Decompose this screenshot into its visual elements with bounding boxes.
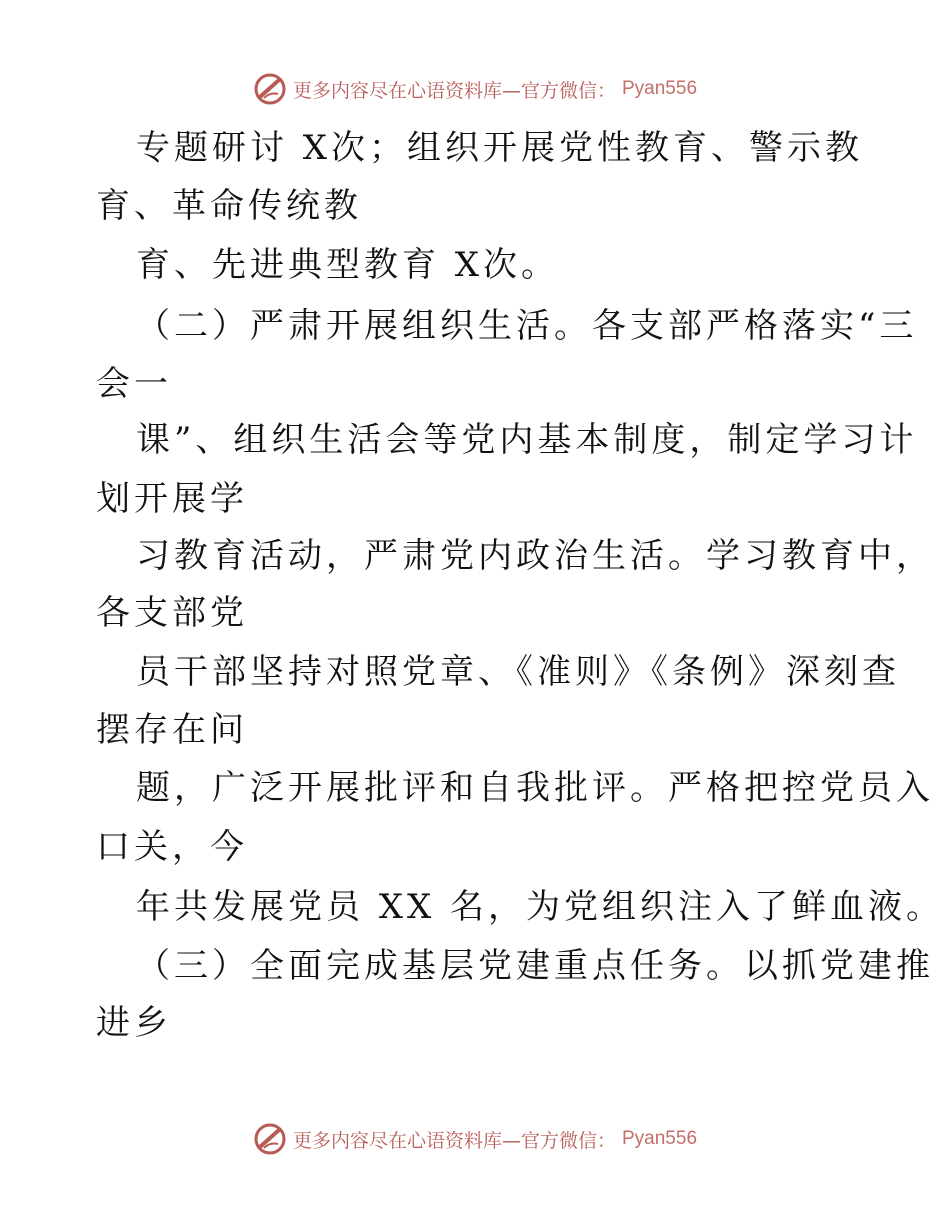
text-line: 各支部党 (96, 593, 248, 633)
text-line: 口关，今 (96, 827, 248, 867)
text-line: 进乡 (96, 1003, 172, 1043)
text-line: 年共发展党员 XX 名，为党组织注入了鲜血液。 (136, 887, 945, 927)
footer-watermark (0, 1122, 950, 1156)
text-line: 划开展学 (96, 479, 248, 519)
text-line: 摆存在问 (96, 710, 248, 750)
text-line: 专题研讨 X次；组织开展党性教育、警示教 (136, 128, 864, 168)
text-line: 习教育活动，严肃党内政治生活。学习教育中， (136, 536, 934, 576)
watermark-id: Pyan556 (622, 78, 698, 99)
text-line: 会一 (96, 364, 172, 404)
text-line: 育、先进典型教育 X次。 (136, 245, 560, 285)
text-line: （三）全面完成基层党建重点任务。以抓党建推 (136, 946, 934, 986)
red-seal-logo-icon (253, 1122, 287, 1156)
watermark-text: 更多内容尽在心语资料库—官方微信： (292, 79, 616, 102)
text-line: （二）严肃开展组织生活。各支部严格落实“三 (136, 306, 918, 346)
text-line: 员干部坚持对照党章、《准则》《条例》深刻查 (136, 652, 900, 692)
text-line: 育、革命传统教 (96, 186, 362, 226)
text-line: 题，广泛开展批评和自我批评。严格把控党员入 (136, 768, 934, 808)
watermark-text: 更多内容尽在心语资料库—官方微信： (292, 1129, 616, 1152)
text-line: 课”、组织生活会等党内基本制度，制定学习计 (136, 420, 918, 460)
watermark-id: Pyan556 (622, 1128, 698, 1149)
